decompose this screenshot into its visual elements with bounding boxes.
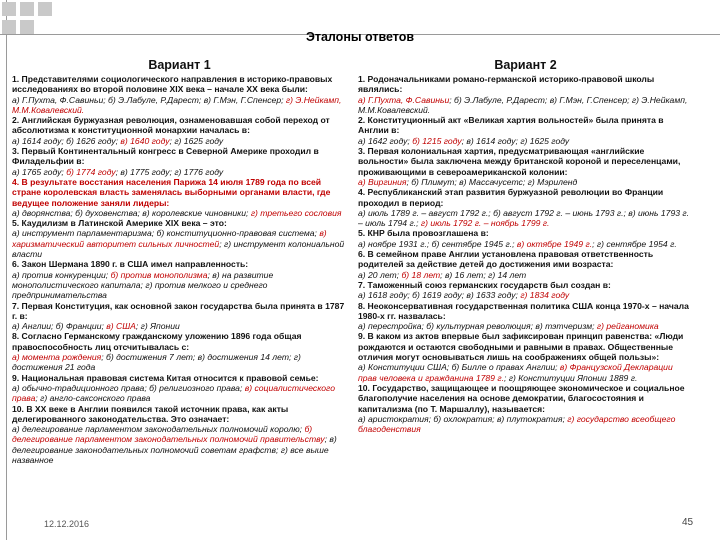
- answer-options: [12, 167, 347, 177]
- question-text: 8. Неоконсервативная государственная политика США конца 1970-х – начала 1980-х гг. назвалась:: [358, 300, 689, 321]
- correct-answer: г) рейганомика: [596, 321, 659, 332]
- correct-answer: в) харизматический авторитет сильных личностей: [12, 228, 327, 249]
- answer-options: [358, 290, 693, 300]
- question-text: 10. В XX веке в Англии появился такой источник права, как акты делегированного законодательства. Это означает:: [12, 403, 289, 424]
- correct-answer: г) государство всеобщего благоденствия: [358, 413, 676, 435]
- question-text: 1. Представителями социологического направления в историко-правовых исследованиях во второй половине XIX века – начале XX века были:: [12, 74, 333, 95]
- answer-options: [12, 95, 347, 116]
- answer-text: а) Конституции США; б) Билле о правах Англии;: [358, 362, 560, 373]
- question-text: 2. Конституционный акт «Великая хартия вольностей» была принята в Англии в:: [358, 115, 664, 136]
- page-title: Эталоны ответов: [305, 30, 415, 44]
- page-number: 45: [682, 517, 694, 528]
- deco-square: [20, 2, 34, 16]
- answer-options: [358, 136, 693, 146]
- question-text: 3. Первый Континентальный конгресс в Северной Америке проходил в Филадельфии в:: [12, 146, 319, 167]
- answer-text: ; г) 1625 году: [169, 135, 224, 146]
- question-text: 1. Родоначальниками романо-германской историко-правовой школы являлись:: [358, 74, 655, 95]
- answer-options: [12, 228, 347, 259]
- answer-text: а) аристократия; б) охлократия; в) плутократия;: [358, 413, 568, 424]
- question-text: 7. Первая Конституция, как основной закон государства была принята в 1787 г. в:: [12, 300, 345, 321]
- answer-text: а) 1618 году; б) 1619 году; в) 1633 году;: [358, 290, 521, 301]
- question-text: 4. В результате восстания населения Парижа 14 июля 1789 года по всей стране королевская власть заменялась выборными органами власти, где ведущее положение заняли лидеры:: [12, 176, 331, 208]
- variant-1-column: [12, 58, 347, 528]
- answer-text: а) Г.Пухта, Ф.Савиньи; б) Э.Лабуле, Р.Дарест; в) Г.Мэн, Г.Спенсер;: [12, 94, 286, 105]
- correct-answer: б) 1215 году: [412, 135, 462, 146]
- question-text: 6. Закон Шермана 1890 г. в США имел направленность:: [12, 259, 249, 270]
- answer-text: ; в) на развитие монополистического капитала; г) против мелкого и среднего предпринимательства: [12, 269, 274, 301]
- question-text: 3. Первая колониальная хартия, предусматривающая «английские вольности» была заключена между британской короной и переселенцами, проживающими в североамериканской колонии:: [358, 146, 681, 177]
- question-text: 7. Таможенный союз германских государств был создан в:: [358, 279, 611, 290]
- question-text: 5. КНР была провозглашена в:: [358, 228, 489, 239]
- correct-answer: б) 1774 году: [66, 166, 116, 177]
- answer-options: [12, 270, 347, 301]
- correct-answer: в) США: [106, 321, 136, 332]
- answer-text: а) 1642 году;: [358, 135, 413, 146]
- correct-answer: а) Г.Пухта, Ф.Савиньи: [358, 94, 450, 105]
- correct-answer: в) Французской Декларации прав человека и гражданина 1789 г.: [358, 362, 673, 383]
- variant-1-items: [12, 74, 347, 465]
- answer-text: а) июль 1789 г. – август 1792 г.; б) август 1792 г. – июнь 1793 г.; в) июнь 1793 г. – июль 1794 г.;: [358, 207, 690, 229]
- correct-answer: г) июль 1792 г. – ноябрь 1799 г.: [420, 218, 550, 229]
- answer-text: а) ноябре 1931 г.; б) сентябре 1945 г.;: [358, 238, 517, 249]
- question-text: 8. Согласно Германскому гражданскому уложению 1896 года общая правоспособность лиц отсчитывалась с:: [12, 331, 302, 352]
- answer-text: ; б) достижения 7 лет; в) достижения 14 лет; г) достижения 21 года: [12, 352, 301, 373]
- variant-1-heading: Вариант 1: [148, 58, 211, 72]
- answer-text: а) 20 лет;: [358, 269, 402, 280]
- answer-text: а) обычно-традиционного права; б) религиозного права;: [12, 382, 245, 393]
- answer-options: [358, 414, 693, 435]
- left-rule: [6, 0, 7, 540]
- answer-text: ; г) Конституции Японии 1889 г.: [503, 372, 638, 383]
- answer-options: [358, 95, 693, 116]
- question-text: 5. Каудилизм в Латинской Америке XIX века – это:: [12, 218, 227, 229]
- answer-text: а) перестройка; б) культурная революция; в) тэтчеризм;: [358, 321, 597, 332]
- answer-options: [12, 352, 347, 373]
- answer-options: [12, 208, 347, 218]
- answer-text: ; г) Японии: [135, 321, 180, 332]
- correct-answer: а) Виргиния: [358, 176, 407, 187]
- correct-answer: г) 1834 году: [520, 290, 570, 301]
- answer-options: [358, 321, 693, 331]
- deco-square: [2, 2, 16, 16]
- answer-options: [358, 362, 693, 383]
- answer-options: [358, 239, 693, 249]
- question-text: 9. В каком из актов впервые был зафиксирован принцип равенства: «Люди рождаются и остаются свободными и равными в правах. Общественные отличия могут основываться лишь на соображениях общей пользы»:: [358, 331, 684, 363]
- answer-text: ; б) Э.Лабуле, Р.Дарест; в) Г.Мэн, Г.Спенсер; г) Э.Нейкамп, М.М.Ковалевский.: [358, 94, 688, 115]
- footer-date: 12.12.2016: [44, 519, 90, 529]
- question-text: 2. Английская буржуазная революция, ознаменовавшая собой переход от абсолютизма к конституционной монархии началась в:: [12, 115, 330, 136]
- answer-options: [12, 424, 347, 465]
- answer-text: ; в) делегирование законодательных полномочий советам графств; г) все выше названное: [12, 434, 337, 465]
- question-text: 6. В семейном праве Англии установлена правовая ответственность родителей за действие детей до достижения ими возраста:: [358, 249, 654, 270]
- variant-2-heading: Вариант 2: [494, 58, 557, 72]
- answer-options: [358, 177, 693, 187]
- correct-answer: в) октябре 1949 г.: [516, 238, 593, 249]
- correct-answer: б) против монополизма: [110, 269, 208, 280]
- answer-text: а) против конкуренции;: [12, 269, 111, 280]
- answer-text: ; в) 16 лет; г) 14 лет: [440, 269, 527, 280]
- question-text: 4. Республиканский этап развития буржуазной революции во Франции проходил в период:: [358, 187, 664, 208]
- question-text: 9. Национальная правовая система Китая относится к правовой семье:: [12, 372, 319, 383]
- answer-text: а) 1614 году; б) 1626 году;: [12, 135, 121, 146]
- variant-2-column: [358, 58, 693, 528]
- answer-options: [12, 321, 347, 331]
- answer-text: а) дворянства; б) духовенства; в) королевские чиновники;: [12, 207, 251, 218]
- correct-answer: в) социалистического права: [12, 382, 335, 404]
- answer-text: ; в) 1614 году; г) 1625 году: [461, 135, 570, 146]
- deco-square: [38, 2, 52, 16]
- answer-text: а) инструмент парламентаризма; б) конституционно-правовая система;: [12, 228, 320, 239]
- correct-answer: а) момента рождения: [12, 352, 102, 363]
- question-text: 10. Государство, защищающее и поощряющее экономическое и социальное благополучие населения на основе демократии, благосостояния и капитализма (по Т. Маршаллу), называется:: [358, 382, 685, 414]
- answer-options: [12, 136, 347, 146]
- answer-text: ; г) инструмент колониальной власти: [12, 238, 345, 260]
- answer-text: ; в) 1775 году; г) 1776 году: [115, 166, 224, 177]
- correct-answer: б) делегирование парламентом законодательных полномочий правительству: [12, 424, 325, 445]
- answer-text: ; г) сентябре 1954 г.: [592, 238, 677, 249]
- answer-text: ; г) англо-саксонского права: [35, 393, 151, 404]
- answer-text: а) Англии; б) Франции;: [12, 321, 107, 332]
- answer-text: а) делегирование парламентом законодательных полномочий королю;: [12, 424, 305, 435]
- correct-answer: г) третьего сословия: [250, 207, 342, 218]
- correct-answer: в) 1640 году: [120, 135, 170, 146]
- correct-answer: б) 18 лет: [401, 269, 441, 280]
- answer-text: а) 1765 году;: [12, 166, 67, 177]
- answer-options: [358, 208, 693, 229]
- answer-text: ; б) Плимут; в) Массачусетс; г) Мэриленд: [406, 176, 578, 187]
- answer-options: [12, 383, 347, 404]
- variant-2-items: [358, 74, 693, 434]
- correct-answer: г) Э.Нейкамп, М.М.Ковалевский.: [12, 94, 342, 115]
- answer-options: [358, 270, 693, 280]
